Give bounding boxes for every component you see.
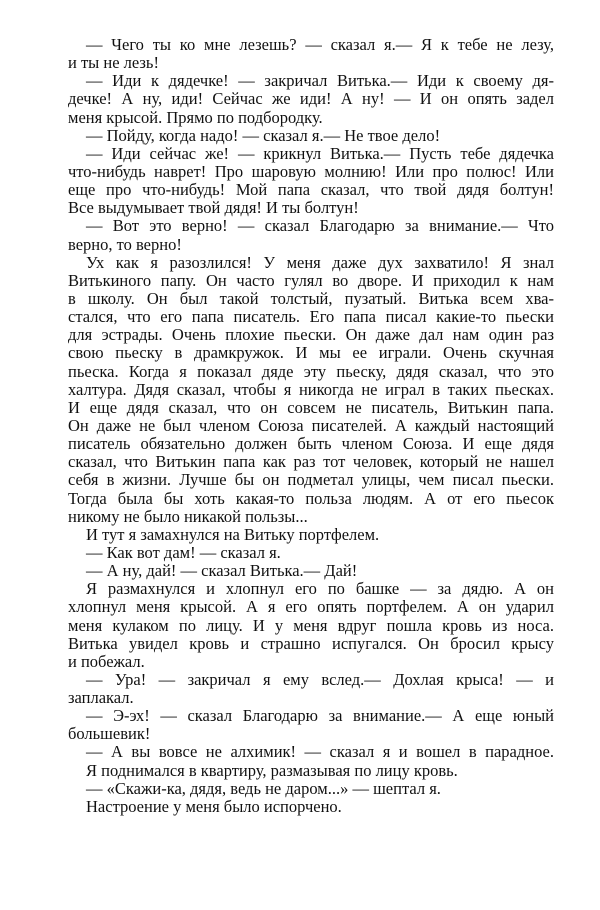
text-line: — Э-эх! — сказал Благодарю за внимание.— А еще юный — [86, 707, 554, 726]
text-line: Тогда была бы хоть какая-то польза людям. А от его пьесок — [68, 489, 554, 508]
text-line: — Иди сейчас же! — крикнул Витька.— Пусть тебе дядечка — [86, 144, 554, 163]
text-line: Я поднимался в квартиру, размазывая по лицу кровь. — [86, 760, 458, 780]
text-line: в школу. Он был такой толстый, пузатый. Витька всем хва- — [68, 289, 554, 308]
text-line: еще про что-нибудь! Мой папа сказал, что твой дядя болтун! — [68, 181, 554, 200]
book-page-text — [68, 36, 554, 816]
text-line: халтура. Дядя сказал, чтобы я никогда не играл в таких пьесках. — [68, 380, 554, 399]
text-line: Ух как я разозлился! У меня даже дух захватило! Я знал — [86, 253, 554, 272]
text-line: Все выдумывает твой дядя! И ты болтун! — [68, 198, 359, 218]
text-line: — А ну, дай! — сказал Витька.— Дай! — [86, 561, 358, 581]
text-line: — Пойду, когда надо! — сказал я.— Не твое дело! — [86, 125, 441, 145]
text-line: сказал, что Витькин папа как раз тот человек, который не нашел — [68, 453, 554, 472]
text-line: Я размахнулся и хлопнул его по башке — за дядю. А он — [86, 580, 554, 599]
text-line: И еще дядя сказал, что он совсем не писатель, Витькин папа. — [68, 398, 554, 417]
text-line: И тут я замахнулся на Витьку портфелем. — [86, 524, 380, 544]
text-line: — Вот это верно! — сказал Благодарю за внимание.— Что — [86, 217, 554, 236]
text-line: — Ура! — закричал я ему вслед.— Дохлая крыса! — и — [86, 670, 554, 689]
text-line: хлопнул меня крысой. А я его опять портфелем. А он ударил — [68, 598, 554, 617]
text-line: Витька увидел кровь и страшно испугался. Он бросил крысу — [68, 634, 554, 653]
text-line: — Чего ты ко мне лезешь? — сказал я.— Я к тебе не лезу, — [86, 36, 554, 54]
text-line: стался, что его папа писатель. Его папа писал какие-то пьески — [68, 308, 554, 327]
text-line: писатель обязательно должен быть членом Союза. И еще дядя — [68, 435, 554, 454]
text-line: меня крысой. Прямо по подбородку. — [68, 107, 323, 127]
text-line: свою пьеску в драмкружок. И мы ее играли. Очень скучная — [68, 344, 554, 363]
text-line: верно, то верно! — [68, 234, 182, 254]
text-line: меня кулаком по лицу. И у меня вдруг пошла кровь из носа. — [68, 616, 554, 635]
text-line: себя в жизни. Лучше бы он подметал улицы, чем писал пьески. — [68, 471, 554, 490]
text-line: Витькиного папу. Он часто гулял во дворе. И приходил к нам — [68, 271, 554, 290]
text-line: пьеска. Когда я показал дяде эту пьеску, дядя сказал, что это — [68, 362, 554, 381]
text-line: и ты не лезь! — [68, 53, 159, 73]
text-line: Настроение у меня было испорчено. — [86, 796, 342, 816]
text-line: и побежал. — [68, 651, 145, 671]
text-line: что-нибудь наврет! Про шаровую молнию! Или про полюс! Или — [68, 162, 554, 181]
text-line: для эстрады. Очень плохие пьески. Он даже дал нам один раз — [68, 326, 554, 345]
text-line: никому не было никакой пользы... — [68, 506, 308, 526]
text-line: — А вы вовсе не алхимик! — сказал я и вошел в парадное. — [86, 743, 554, 762]
text-line: Он даже не был членом Союза писателей. А каждый настоящий — [68, 416, 554, 435]
text-line: — Иди к дядечке! — закричал Витька.— Иди к своему дя- — [86, 72, 554, 91]
text-line: — «Скажи-ка, дядя, ведь не даром...» — шептал я. — [86, 778, 441, 798]
text-line: дечке! А ну, иди! Сейчас же иди! А ну! — И он опять задел — [68, 90, 554, 109]
text-line: — Как вот дам! — сказал я. — [86, 542, 281, 562]
text-line: большевик! — [68, 724, 151, 744]
text-line: заплакал. — [68, 688, 134, 708]
